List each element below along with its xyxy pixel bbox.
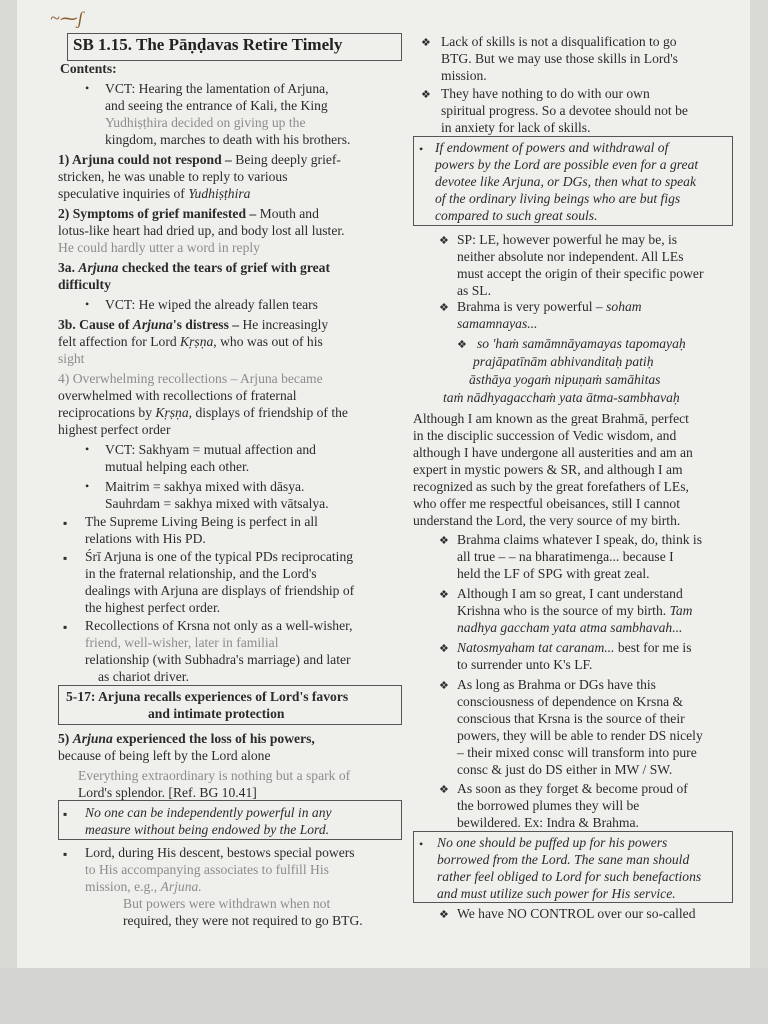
verse-line: taṁ nādhyagacchaṁ yata ātma-sambhavaḥ (443, 390, 680, 405)
text-line: in the disciplic succession of Vedic wisdom, and (413, 428, 677, 443)
text-line: SP: LE, however powerful he may be, is (457, 232, 678, 247)
section-heading (58, 730, 315, 747)
heading-text: 3a. (58, 260, 79, 275)
text-line (457, 639, 692, 656)
text-line (457, 602, 693, 619)
text-span: Brahma is very powerful – (457, 299, 607, 314)
diamond-bullet-icon: ❖ (439, 784, 449, 796)
text-span: Krishna who is the source of my birth. (457, 603, 670, 618)
bullet-icon: • (85, 479, 90, 493)
text-line: 4) Overwhelming recollections – Arjuna became (58, 371, 323, 386)
diamond-bullet-icon: ❖ (439, 909, 449, 921)
text-line: Lord's splendor. [Ref. BG 10.41] (78, 785, 257, 800)
text-line: BTG. But we may use those skills in Lord's (441, 51, 678, 66)
box-text: rather feel obliged to Lord for such benefactions (437, 869, 702, 884)
text-line: Everything extraordinary is nothing but a spark of (78, 768, 351, 783)
box-text: No one should be puffed up for his powers (437, 835, 668, 850)
diamond-bullet-icon: ❖ (439, 680, 449, 692)
text-line: who offer me respectful obeisances, still I cannot (413, 496, 681, 511)
text-line: VCT: He wiped the already fallen tears (105, 297, 318, 312)
bullet-icon: • (85, 297, 90, 311)
text-line: all true – – na bharatimenga... because I (457, 549, 674, 564)
bullet-icon: • (85, 442, 90, 456)
box-text: powers by the Lord are possible even for a great (435, 157, 699, 172)
bullet-icon: • (85, 81, 90, 95)
text-line: Śrī Arjuna is one of the typical PDs reciprocating (85, 549, 354, 564)
text-line: mission. (441, 68, 487, 83)
text-line: Recollections of Krsna not only as a well-wisher, (85, 618, 353, 633)
paper-page (17, 0, 750, 968)
heading-text: checked the tears of grief with great (118, 260, 330, 275)
background-area (0, 968, 768, 1024)
text-span: mission, e.g., (85, 879, 161, 894)
box-text: and must utilize such power for His service. (437, 886, 676, 901)
diamond-bullet-icon: ❖ (439, 302, 449, 314)
text-line: nadhya gaccham yata atma sambhavah... (457, 620, 683, 635)
text-span: Kṛṣṇa (155, 405, 189, 420)
text-line: Lack of skills is not a disqualification to go (441, 34, 677, 49)
text-line: lotus-like heart had dried up, and body lost all luster. (58, 223, 345, 238)
text-line: bewildered. Ex: Indra & Brahma. (457, 815, 639, 830)
text-span: best for me is (614, 640, 692, 655)
text-line: overwhelmed with recollections of fraternal (58, 388, 297, 403)
text-line (58, 404, 348, 421)
section-heading (58, 259, 330, 276)
text-line: because of being left by the Lord alone (58, 748, 271, 763)
box-text: devotee like Arjuna, or DGs, then what to speak (435, 174, 697, 189)
text-line: kingdom, marches to death with his brothers. (105, 132, 351, 147)
heading-text: 2) Symptoms of grief manifested – (58, 206, 257, 221)
text-span: felt affection for Lord (58, 334, 181, 349)
text-line: consc & just do DS either in MW / SW. (457, 762, 673, 777)
text-line: Brahma claims whatever I speak, do, think is (457, 532, 702, 547)
text-span: Arjuna. (160, 879, 202, 894)
bullet-icon: • (419, 142, 424, 156)
section-heading (58, 151, 341, 168)
box-text: measure without being endowed by the Lord. (85, 822, 330, 837)
heading-text: difficulty (58, 277, 111, 292)
diamond-bullet-icon: ❖ (457, 339, 467, 351)
text-span: , who was out of his (213, 334, 323, 349)
heading-text: 5) (58, 731, 73, 746)
diamond-bullet-icon: ❖ (439, 535, 449, 547)
ink-mark: ~⁓ʃ (50, 8, 83, 28)
bullet-icon: • (419, 837, 424, 851)
diamond-bullet-icon: ❖ (439, 589, 449, 601)
text-line: We have NO CONTROL over our so-called (457, 906, 696, 921)
text-line: The Supreme Living Being is perfect in all (85, 514, 318, 529)
section-heading (58, 205, 319, 222)
text-span: Tam (669, 603, 693, 618)
contents-label: Contents: (60, 61, 117, 76)
text-span: He increasingly (239, 317, 329, 332)
box-text: If endowment of powers and withdrawal of (435, 140, 669, 155)
text-line: They have nothing to do with our own (441, 86, 650, 101)
heading-text: Arjuna (132, 317, 173, 332)
text-line: as SL. (457, 283, 491, 298)
text-line: Maitrim = sakhya mixed with dāsya. (105, 479, 305, 494)
text-line (457, 298, 642, 315)
text-line: although I have undergone all austerities and am an (413, 445, 693, 460)
text-line: Yudhiṣṭhira decided on giving up the (105, 115, 306, 130)
heading-text: Arjuna (78, 260, 119, 275)
text-line: VCT: Hearing the lamentation of Arjuna, (105, 81, 329, 96)
text-span: speculative inquiries of (58, 186, 189, 201)
text-line (58, 185, 250, 202)
text-span: reciprocations by (58, 405, 156, 420)
text-line: understand the Lord, the very source of my birth. (413, 513, 681, 528)
text-line: stricken, he was unable to reply to various (58, 169, 288, 184)
text-line: in the fraternal relationship, and the Lord's (85, 566, 317, 581)
section-heading (58, 316, 328, 333)
text-line: As long as Brahma or DGs have this (457, 677, 656, 692)
heading-text: 3b. Cause of (58, 317, 133, 332)
text-line: Although I am known as the great Brahmā, perfect (413, 411, 689, 426)
text-line: to surrender unto K's LF. (457, 657, 593, 672)
text-line: the borrowed plumes they will be (457, 798, 640, 813)
text-line (58, 333, 323, 350)
text-span: Being deeply grief- (231, 152, 341, 167)
text-line: as chariot driver. (98, 669, 189, 684)
verse-line: prajāpatīnām abhivanditaḥ patiḥ (473, 354, 654, 369)
text-line: required, they were not required to go BTG. (123, 913, 363, 928)
box-text: compared to such great souls. (435, 208, 598, 223)
text-line: Although I am so great, I cant understand (457, 586, 683, 601)
square-bullet-icon: ▪ (63, 807, 68, 821)
text-line: Sauhrdam = sakhya mixed with vātsalya. (105, 496, 329, 511)
text-line: friend, well-wisher, later in familial (85, 635, 279, 650)
text-line: As soon as they forget & become proud of (457, 781, 688, 796)
text-span: , displays of friendship of the (188, 405, 348, 420)
text-line: highest perfect order (58, 422, 171, 437)
square-bullet-icon: ▪ (63, 847, 68, 861)
text-line: held the LF of SPG with great zeal. (457, 566, 650, 581)
text-line: VCT: Sakhyam = mutual affection and (105, 442, 316, 457)
text-span: Kṛṣṇa (180, 334, 214, 349)
text-line: mutual helping each other. (105, 459, 250, 474)
text-line: recognized as such by the great forefathers of LEs, (413, 479, 689, 494)
text-line: powers, they will be able to render DS nicely (457, 728, 703, 743)
verse-line: so 'haṁ samāmnāyamayas tapomayaḥ (477, 336, 686, 351)
text-line: in anxiety for lack of skills. (441, 120, 591, 135)
box-text: of the ordinary living beings who are but figs (435, 191, 681, 206)
text-line: must accept the origin of their specific power (457, 266, 704, 281)
text-line: – their mixed consc will transform into pure (457, 745, 697, 760)
text-line: to His accompanying associates to fulfill His (85, 862, 329, 877)
text-span: Natosmyaham tat caranam... (457, 640, 615, 655)
text-span: soham (606, 299, 642, 314)
text-span: Mouth and (256, 206, 319, 221)
box-text: and intimate protection (148, 706, 285, 721)
box-text: No one can be independently powerful in any (85, 805, 332, 820)
square-bullet-icon: ▪ (63, 551, 68, 565)
text-line: He could hardly utter a word in reply (58, 240, 260, 255)
text-span: Yudhiṣṭhira (188, 186, 251, 201)
square-bullet-icon: ▪ (63, 620, 68, 634)
text-line: sight (58, 351, 85, 366)
text-line: relationship (with Subhadra's marriage) and later (85, 652, 351, 667)
text-line: spiritual progress. So a devotee should not be (441, 103, 688, 118)
box-text: borrowed from the Lord. The sane man should (437, 852, 690, 867)
text-line: dealings with Arjuna are displays of friendship of (85, 583, 355, 598)
page-title: SB 1.15. The Pāṇḍavas Retire Timely (73, 35, 343, 54)
text-line: Lord, during His descent, bestows special powers (85, 845, 355, 860)
diamond-bullet-icon: ❖ (421, 37, 431, 49)
verse-line: āsthāya yogaṁ nipuṇaṁ samāhitas (469, 372, 661, 387)
box-text: 5-17: Arjuna recalls experiences of Lord's favors (66, 689, 349, 704)
text-line: conscious that Krsna is the source of their (457, 711, 685, 726)
text-line: and seeing the entrance of Kali, the King (105, 98, 328, 113)
diamond-bullet-icon: ❖ (439, 643, 449, 655)
heading-text: Arjuna (72, 731, 113, 746)
heading-text: 's distress – (172, 317, 240, 332)
text-line: the highest perfect order. (85, 600, 221, 615)
text-line: expert in mystic powers & SR, and although I am (413, 462, 683, 477)
text-line: samamnayas... (457, 316, 538, 331)
text-line: relations with His PD. (85, 531, 206, 546)
text-line: neither absolute nor independent. All LEs (457, 249, 684, 264)
square-bullet-icon: ▪ (63, 516, 68, 530)
text-line: But powers were withdrawn when not (123, 896, 331, 911)
diamond-bullet-icon: ❖ (439, 235, 449, 247)
diamond-bullet-icon: ❖ (421, 89, 431, 101)
heading-text: experienced the loss of his powers, (112, 731, 315, 746)
text-line (85, 878, 202, 895)
heading-text: 1) Arjuna could not respond – (58, 152, 232, 167)
text-line: consciousness of dependence on Krsna & (457, 694, 684, 709)
